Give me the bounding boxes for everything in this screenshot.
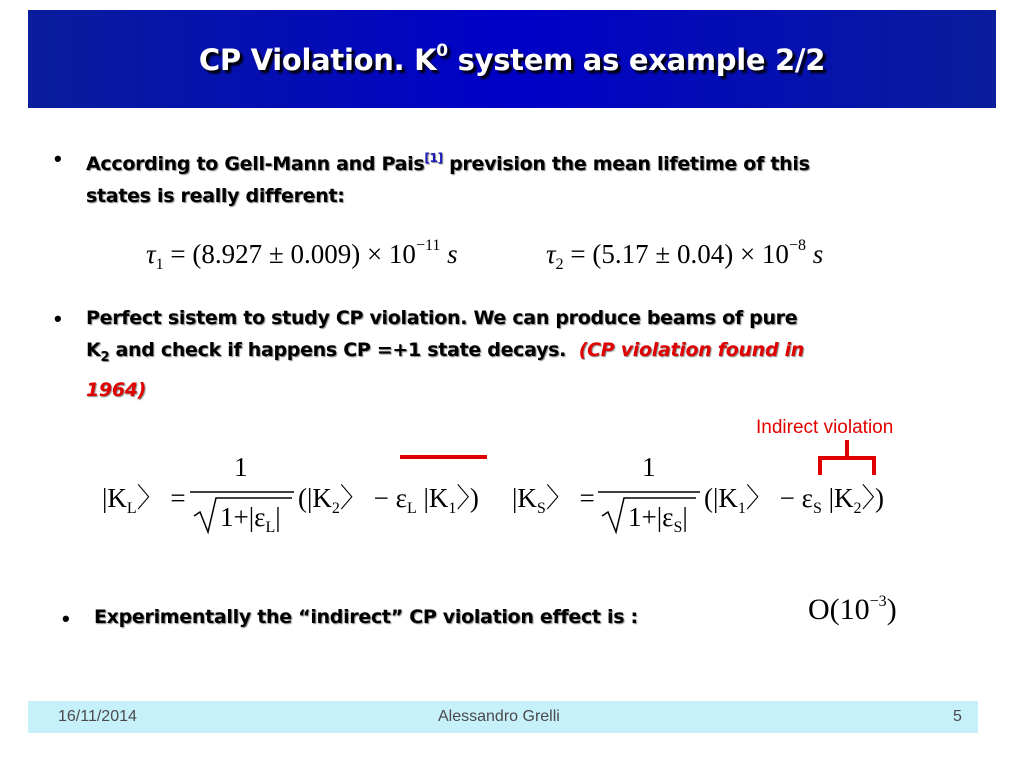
footer-bar <box>28 701 978 733</box>
bullet-dot: • <box>54 146 62 171</box>
footer-page-number: 5 <box>953 708 962 725</box>
bullet-dot: • <box>54 306 62 331</box>
ks-rhs: ($|K_1$〉 − $\varepsilon_S$ $|K_2$〉) <box>704 483 885 517</box>
ks-lhs: $|K_S$〉 = <box>512 483 595 517</box>
bullet-1-text: According to Gell-Mann and Pais[1] prevision the mean lifetime of this states is really different: <box>86 151 810 207</box>
order-of-magnitude: $O(10^{-3})$ <box>808 593 897 626</box>
bullet-2-text: Perfect sistem to study CP violation. We can produce beams of pure $K_2$ and check if happens CP =+1 state decays. (CP violation found in 1964) <box>86 307 805 401</box>
kl-rhs: ($|K_2$〉 − $\varepsilon_L$ $|K_1$〉) <box>298 483 479 517</box>
footer-date: 16/11/2014 <box>58 708 137 725</box>
slide-title: CP Violation. $K^0$ system as example 2/2 <box>198 41 826 77</box>
ks-numerator: 1 <box>642 452 656 482</box>
bullet-dot: • <box>62 606 70 631</box>
kl-denominator: $1+|\varepsilon_L|$ <box>220 502 281 536</box>
cp-violation-year: 1964) <box>86 379 147 401</box>
reference-link[interactable]: [1] <box>424 151 443 165</box>
epsilon-s-bracket-mark <box>820 458 874 475</box>
kl-numerator: 1 <box>234 452 248 482</box>
cp-violation-note: (CP violation found in <box>578 339 805 361</box>
footer-author: Alessandro Grelli <box>438 708 560 725</box>
ks-denominator: $1+|\varepsilon_S|$ <box>628 502 688 536</box>
tau2-equation: $\tau_2 = (5.17 \pm 0.04) \times 10^{-8}$ s <box>546 237 824 273</box>
tau1-equation: $\tau_1 = (8.927 \pm 0.009) \times 10^{-11}$ s <box>146 237 458 273</box>
indirect-violation-label: Indirect violation <box>756 417 894 438</box>
kl-lhs: $|K_L$〉 = <box>102 483 186 517</box>
bullet-3-text: Experimentally the “indirect” CP violation effect is : <box>94 606 638 628</box>
